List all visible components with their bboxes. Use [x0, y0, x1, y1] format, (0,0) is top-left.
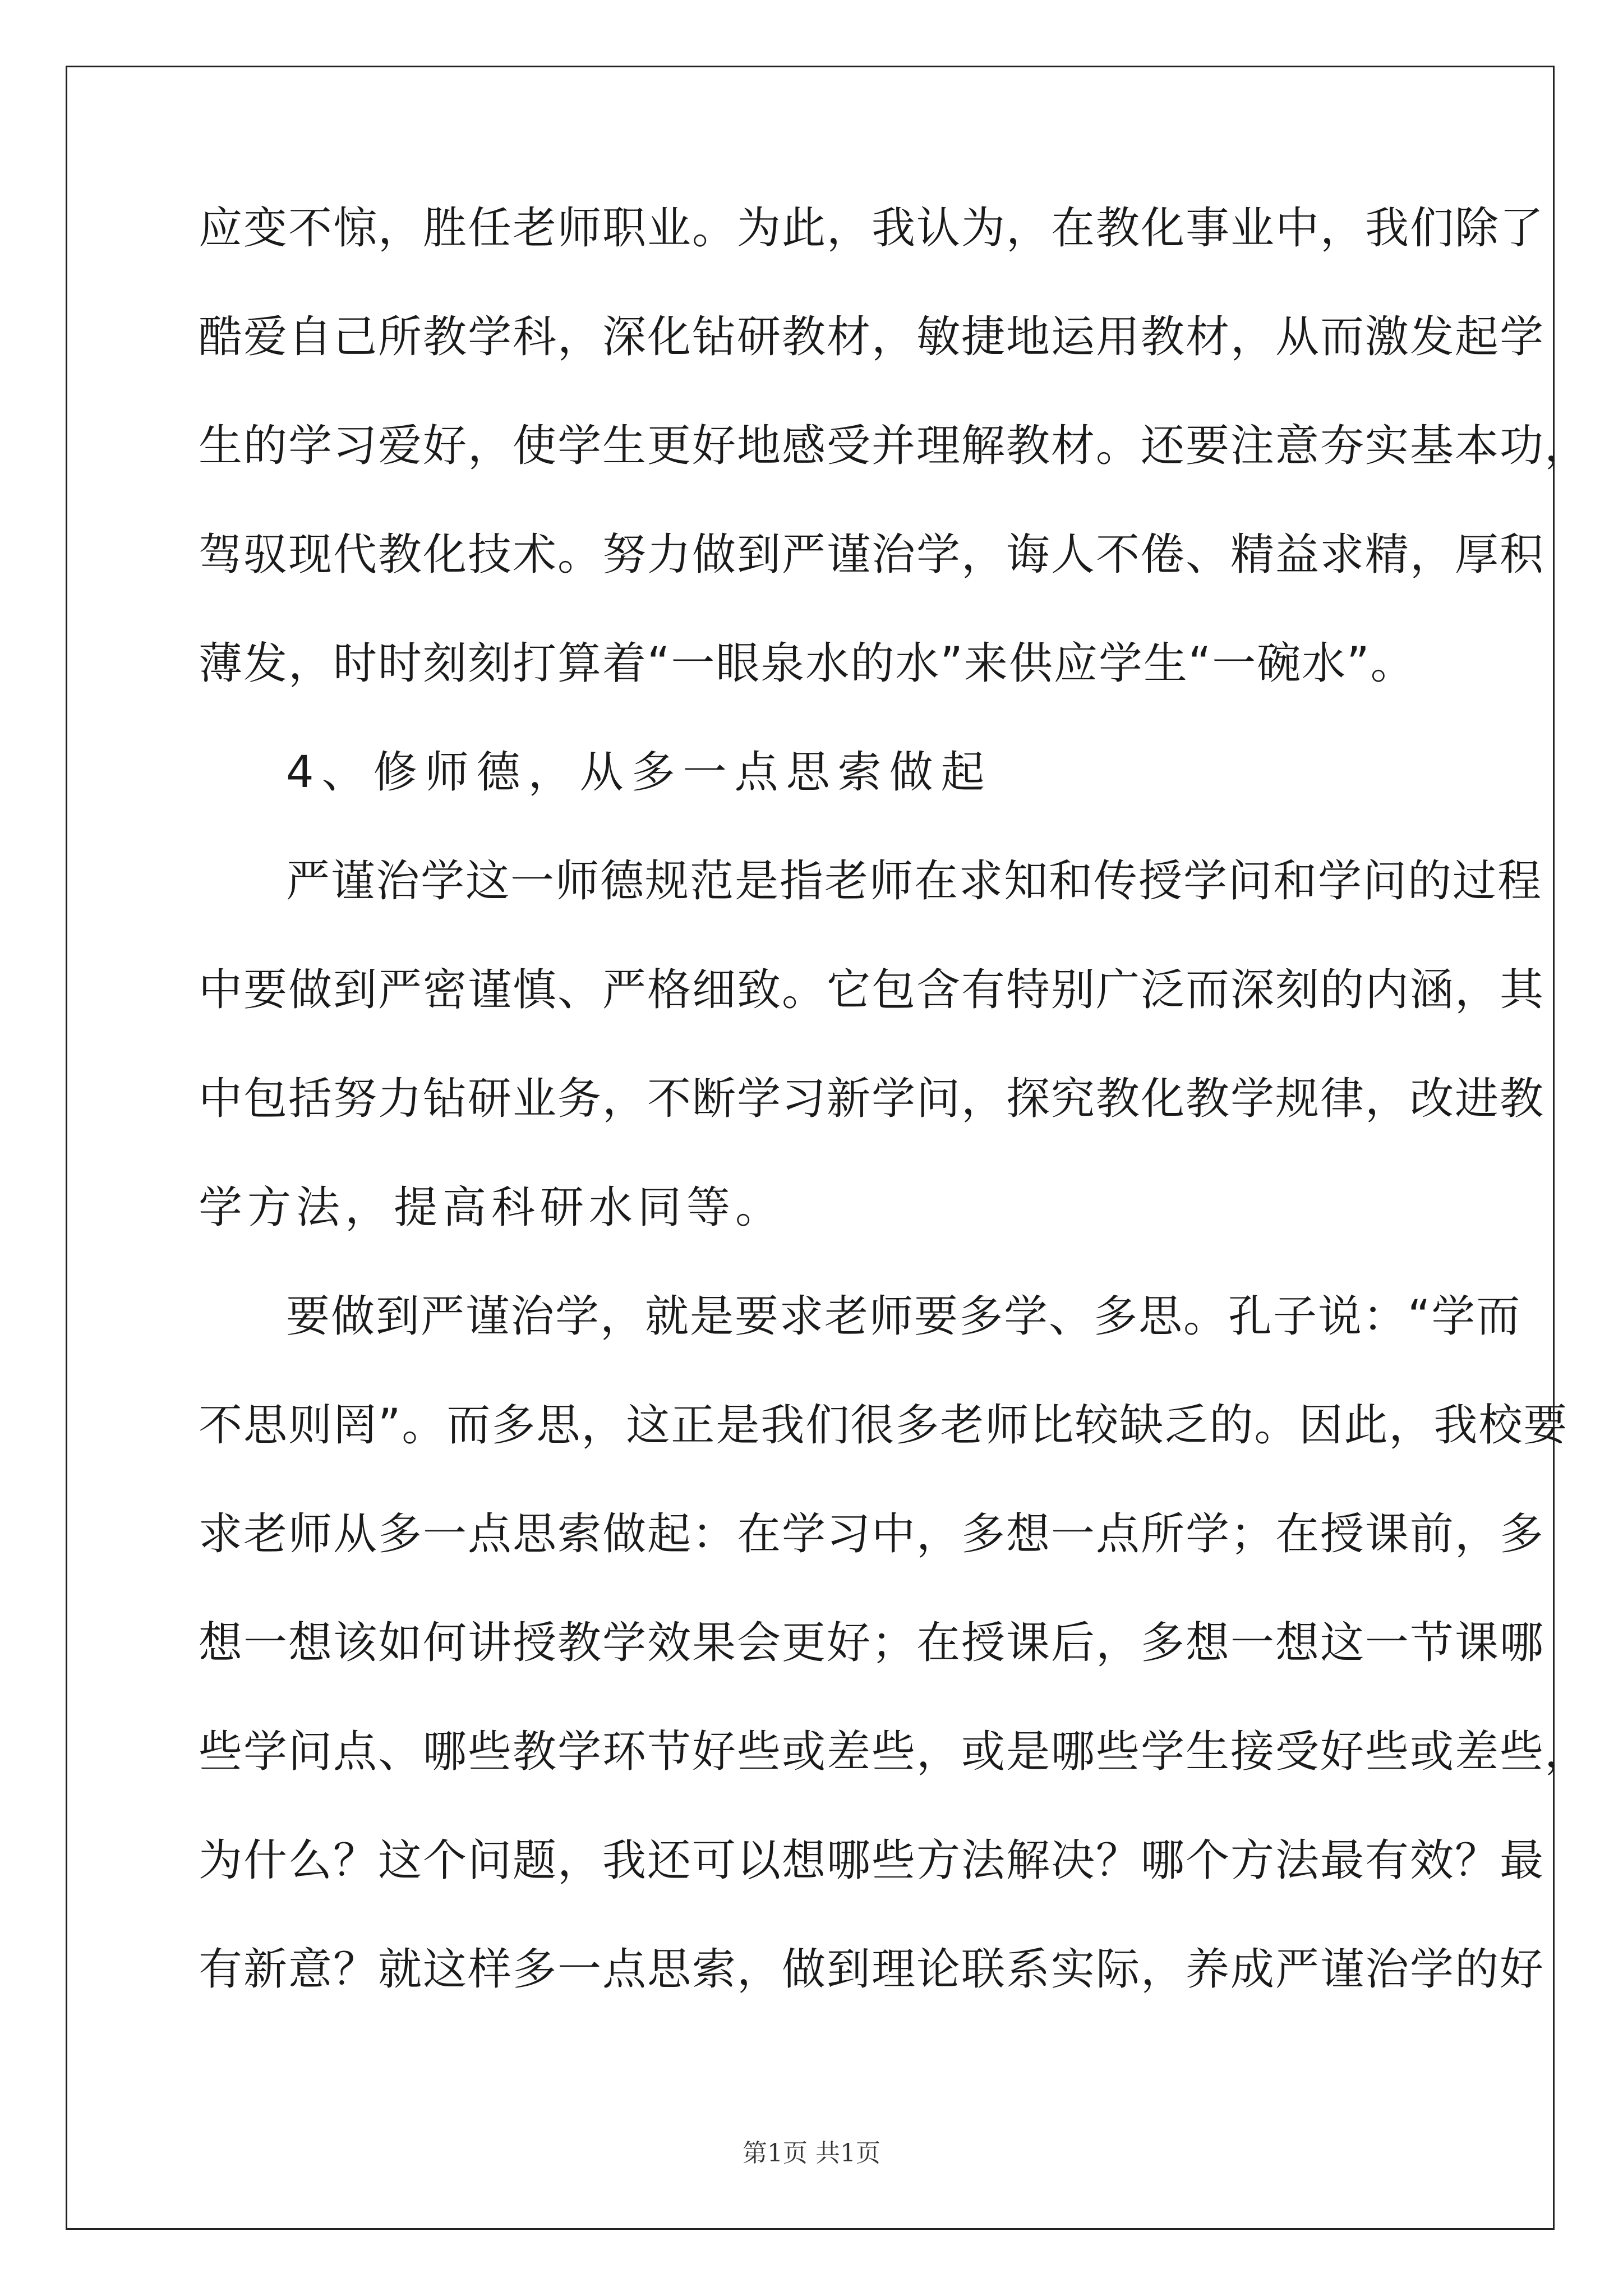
text-line: 为什么？这个问题，我还可以想哪些方法解决？哪个方法最有效？最: [199, 1835, 1545, 1886]
text-line: 不思则罔”。而多思，这正是我们很多老师比较缺乏的。因此，我校要: [199, 1400, 1569, 1451]
text-line: 中包括努力钻研业务，不断学习新学问，探究教化教学规律，改进教: [199, 1074, 1545, 1124]
text-line: 学方法，提高科研水同等。: [199, 1182, 785, 1233]
document-body: [199, 197, 1590, 2047]
text-line: 求老师从多一点思索做起：在学习中，多想一点所学；在授课前，多: [199, 1509, 1545, 1559]
text-line: 应变不惊，胜任老师职业。为此，我认为，在教化事业中，我们除了: [199, 203, 1545, 254]
text-line: 中要做到严密谨慎、严格细致。它包含有特别广泛而深刻的内涵，其: [199, 965, 1545, 1015]
section-heading: 4、修师德，从多一点思索做起: [286, 747, 993, 798]
text-line: 驾驭现代教化技术。努力做到严谨治学，诲人不倦、精益求精，厚积: [199, 530, 1545, 580]
text-line: 生的学习爱好，使学生更好地感受并理解教材。还要注意夯实基本功，: [199, 421, 1590, 471]
text-line: 些学问点、哪些教学环节好些或差些，或是哪些学生接受好些或差些，: [199, 1727, 1590, 1777]
text-line: 有新意？就这样多一点思索，做到理论联系实际，养成严谨治学的好: [199, 1944, 1545, 1995]
text-line: 想一想该如何讲授教学效果会更好；在授课后，多想一想这一节课哪: [199, 1618, 1545, 1668]
text-line: 酷爱自己所教学科，深化钻研教材，敏捷地运用教材，从而激发起学: [199, 312, 1545, 362]
text-line: 严谨治学这一师德规范是指老师在求知和传授学问和学问的过程: [286, 856, 1543, 907]
page-number: 第1页 共1页: [743, 2139, 880, 2168]
text-line: 薄发，时时刻刻打算着“一眼泉水的水”来供应学生“一碗水”。: [199, 638, 1415, 689]
text-line: 要做到严谨治学，就是要求老师要多学、多思。孔子说：“学而: [286, 1291, 1521, 1342]
